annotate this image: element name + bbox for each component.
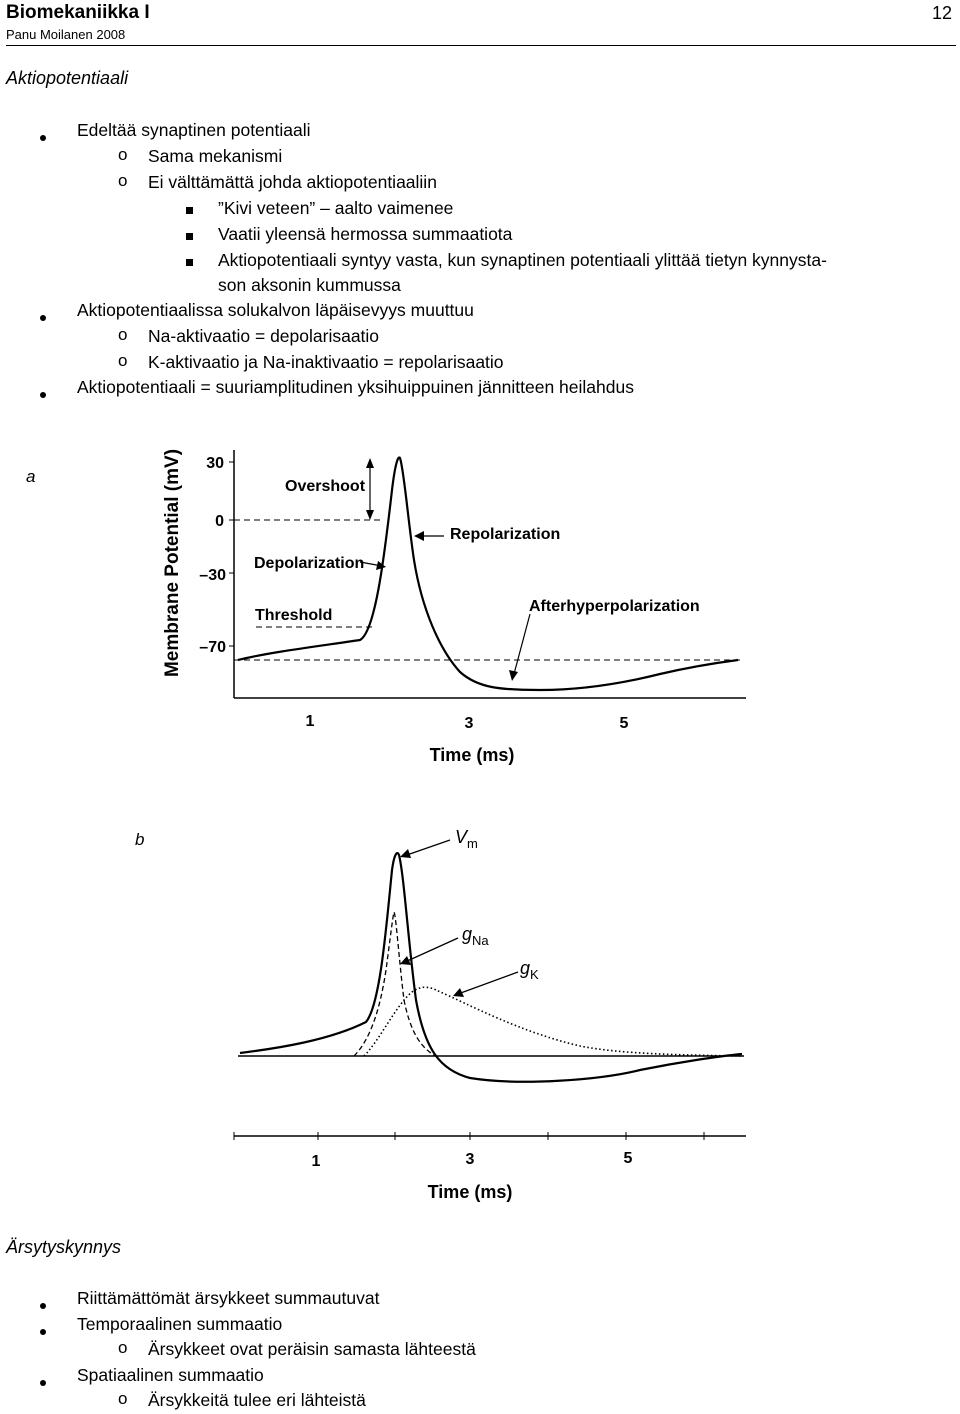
bullet-square-icon [186, 199, 193, 219]
vm-curve [240, 853, 742, 1082]
list-item: Vaatii yleensä hermossa summaatiota [218, 224, 513, 244]
list-item: ”Kivi veteen” – aalto vaimenee [218, 198, 454, 218]
bullet-square-icon [186, 251, 193, 271]
annotation-depolarization: Depolarization [254, 555, 365, 572]
bullet-dot-icon [40, 1294, 46, 1314]
figure-a-xtick-label: 3 [464, 715, 474, 732]
arrowhead-icon [366, 510, 374, 520]
figure-a-x-axis-label: Time (ms) [429, 745, 515, 765]
list-item: Aktiopotentiaali syntyy vasta, kun synaptinen potentiaali ylittää tietyn kynnysta- [218, 250, 827, 270]
figure-b-conductance [0, 820, 960, 1210]
bullet-circle-icon: o [118, 145, 128, 164]
list-item: Na-aktivaatio = depolarisaatio [148, 326, 380, 346]
list-item: Temporaalinen summaatio [77, 1314, 283, 1334]
gk-arrow [458, 972, 518, 994]
bullet-circle-icon: o [118, 351, 128, 370]
annotation-overshoot: Overshoot [285, 478, 366, 495]
annotation-afterhyperpolarization: Afterhyperpolarization [529, 598, 700, 615]
figure-a-ytick-label: 30 [206, 455, 224, 472]
arrowhead-icon [366, 458, 374, 468]
label-vm: $V_m$ [455, 827, 478, 851]
annotation-threshold: Threshold [255, 607, 333, 624]
vm-arrow [404, 840, 450, 856]
label-gk: $g_K$ [520, 958, 539, 982]
section-heading-arsytyskynnys: Ärsytyskynnys [6, 1237, 122, 1257]
list-item-continuation: son aksonin kummussa [218, 275, 401, 295]
figure-b-xtick-label: 1 [311, 1153, 321, 1170]
figure-b-panel-label: b [135, 830, 145, 849]
bullet-square-icon [186, 225, 193, 245]
figure-a-action-potential [0, 440, 960, 780]
arrowhead-icon [414, 531, 424, 541]
figure-a-y-axis-label: Membrane Potential (mV) [162, 448, 183, 678]
list-item: Sama mekanismi [148, 146, 283, 166]
annotation-repolarization: Repolarization [450, 526, 561, 543]
bullet-circle-icon: o [118, 171, 128, 190]
figure-b-xtick-label: 5 [623, 1150, 633, 1167]
bullet-dot-icon [40, 1320, 46, 1340]
bullet-circle-icon: o [118, 1338, 128, 1357]
bullet-circle-icon: o [118, 1389, 128, 1408]
list-item: Ärsykkeet ovat peräisin samasta lähteestä [148, 1339, 476, 1359]
list-item: Aktiopotentiaali = suuriamplitudinen yksihuippuinen jännitteen heilahdus [77, 377, 634, 397]
list-item: Ärsykkeitä tulee eri lähteistä [148, 1390, 366, 1410]
header-divider [6, 45, 956, 46]
bullet-dot-icon [40, 126, 46, 146]
gna-arrow [405, 938, 458, 962]
figure-a-xtick-label: 1 [305, 713, 315, 730]
afterhyperpolarization-arrow [514, 614, 530, 674]
list-item: K-aktivaatio ja Na-inaktivaatio = repolarisaatio [148, 352, 504, 372]
page-number: 12 [931, 3, 952, 23]
list-item: Spatiaalinen summaatio [77, 1365, 264, 1385]
arrowhead-icon [509, 670, 518, 681]
section-heading-aktiopotentiaali: Aktiopotentiaali [6, 68, 129, 88]
list-item: Edeltää synaptinen potentiaali [77, 120, 311, 140]
bullet-dot-icon [40, 383, 46, 403]
list-item: Ei välttämättä johda aktiopotentiaaliin [148, 172, 437, 192]
arrowhead-icon [400, 849, 411, 858]
document-title: Biomekaniikka I [6, 2, 150, 23]
figure-a-ytick-label: –70 [199, 639, 226, 656]
label-gna: $g_{Na}$ [462, 924, 489, 948]
bullet-dot-icon [40, 306, 46, 326]
figure-b-xtick-label: 3 [465, 1151, 475, 1168]
list-item: Riittämättömät ärsykkeet summautuvat [77, 1288, 380, 1308]
bullet-dot-icon [40, 1371, 46, 1391]
gna-curve [354, 912, 436, 1056]
figure-a-ytick-label: 0 [215, 513, 224, 530]
figure-a-ytick-label: –30 [199, 567, 226, 584]
figure-a-xtick-label: 5 [619, 715, 629, 732]
bullet-circle-icon: o [118, 325, 128, 344]
figure-a-panel-label: a [26, 467, 36, 486]
figure-b-x-axis-label: Time (ms) [427, 1182, 513, 1202]
list-item: Aktiopotentiaalissa solukalvon läpäisevyys muuttuu [77, 300, 474, 320]
document-author: Panu Moilanen 2008 [6, 27, 126, 42]
